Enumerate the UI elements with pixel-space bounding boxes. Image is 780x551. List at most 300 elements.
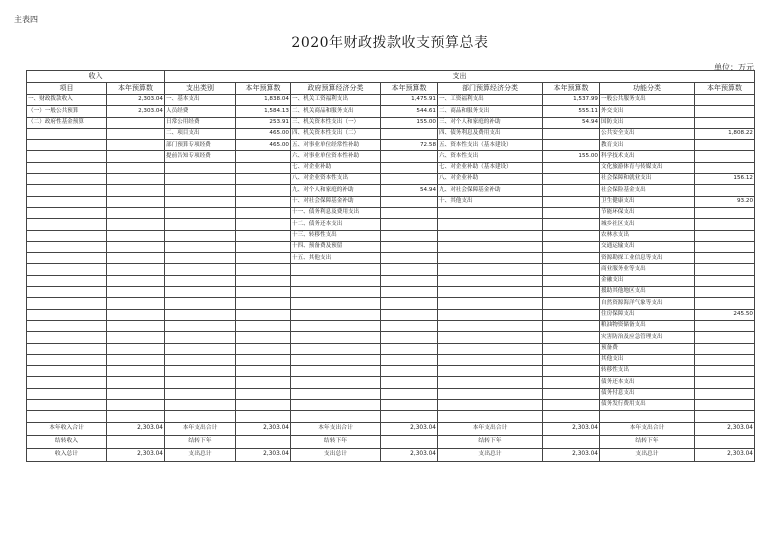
amount-cell <box>695 253 755 264</box>
column-header: 政府预算经济分类 <box>291 83 381 95</box>
amount-cell <box>107 366 165 377</box>
item-cell <box>600 411 695 422</box>
amount-cell <box>543 185 600 196</box>
item-cell <box>27 207 107 218</box>
item-cell: 提前告知专项经费 <box>165 151 236 162</box>
item-cell <box>27 332 107 343</box>
amount-cell <box>107 230 165 241</box>
table-row <box>27 117 755 128</box>
item-cell <box>291 332 381 343</box>
column-header: 功能分类 <box>600 83 695 95</box>
amount-cell: 1,838.04 <box>236 95 291 106</box>
item-cell: 十二、债务还本支出 <box>291 219 381 230</box>
amount-cell: 2,303.04 <box>381 422 438 435</box>
amount-cell <box>381 128 438 139</box>
item-cell <box>27 219 107 230</box>
item-cell <box>165 354 236 365</box>
table-row <box>27 196 755 207</box>
item-cell: 自然资源海洋气象等支出 <box>600 298 695 309</box>
amount-cell <box>381 332 438 343</box>
amount-cell: 54.94 <box>381 185 438 196</box>
amount-cell <box>695 230 755 241</box>
amount-cell <box>381 400 438 411</box>
amount-cell: 2,303.04 <box>543 422 600 435</box>
column-header: 本年预算数 <box>695 83 755 95</box>
item-cell <box>27 185 107 196</box>
amount-cell <box>543 162 600 173</box>
amount-cell <box>695 151 755 162</box>
item-cell <box>27 366 107 377</box>
amount-cell <box>236 241 291 252</box>
amount-cell: 2,303.04 <box>107 106 165 117</box>
item-cell: 预备费 <box>600 343 695 354</box>
item-cell: 三、机关资本性支出（一） <box>291 117 381 128</box>
item-cell <box>438 219 543 230</box>
table-row <box>27 287 755 298</box>
table-row <box>27 185 755 196</box>
item-cell: 一、财政拨款收入 <box>27 95 107 106</box>
amount-cell <box>695 298 755 309</box>
amount-cell: 555.11 <box>543 106 600 117</box>
item-cell <box>438 275 543 286</box>
amount-cell <box>695 400 755 411</box>
amount-cell <box>543 332 600 343</box>
amount-cell: 156.12 <box>695 174 755 185</box>
amount-cell <box>543 377 600 388</box>
amount-cell <box>695 435 755 448</box>
amount-cell <box>543 230 600 241</box>
table-row <box>27 332 755 343</box>
item-cell: 八、对企业补助 <box>438 174 543 185</box>
item-cell <box>165 185 236 196</box>
amount-cell <box>107 298 165 309</box>
amount-cell <box>543 241 600 252</box>
item-cell: 转移性支出 <box>600 366 695 377</box>
table-row <box>27 411 755 422</box>
amount-cell <box>107 287 165 298</box>
amount-cell <box>107 219 165 230</box>
amount-cell: 155.00 <box>381 117 438 128</box>
item-cell: 六、对事业单位资本性补助 <box>291 151 381 162</box>
item-cell <box>165 343 236 354</box>
amount-cell <box>695 287 755 298</box>
item-cell: 十四、预备费及预留 <box>291 241 381 252</box>
item-cell <box>27 162 107 173</box>
amount-cell <box>543 366 600 377</box>
header-group-row <box>27 71 755 83</box>
amount-cell <box>107 377 165 388</box>
item-cell: 粮油物资储备支出 <box>600 320 695 331</box>
item-cell: 商业服务业等支出 <box>600 264 695 275</box>
amount-cell <box>236 377 291 388</box>
item-cell <box>438 320 543 331</box>
amount-cell <box>107 174 165 185</box>
item-cell <box>27 388 107 399</box>
amount-cell <box>381 264 438 275</box>
item-cell <box>27 140 107 151</box>
column-header: 项目 <box>27 83 107 95</box>
amount-cell: 465.00 <box>236 128 291 139</box>
amount-cell <box>107 128 165 139</box>
item-cell: 本年收入合计 <box>27 422 107 435</box>
amount-cell <box>695 95 755 106</box>
table-row <box>27 162 755 173</box>
item-cell: 社会保险基金支出 <box>600 185 695 196</box>
item-cell <box>27 400 107 411</box>
item-cell: 本年支出合计 <box>165 422 236 435</box>
amount-cell <box>543 298 600 309</box>
amount-cell <box>381 241 438 252</box>
item-cell <box>165 309 236 320</box>
item-cell <box>165 230 236 241</box>
item-cell: 收入总计 <box>27 448 107 461</box>
column-header: 本年预算数 <box>381 83 438 95</box>
item-cell: 十一、债务利息及费用支出 <box>291 207 381 218</box>
item-cell <box>27 354 107 365</box>
amount-cell <box>381 207 438 218</box>
item-cell <box>165 174 236 185</box>
amount-cell <box>695 185 755 196</box>
amount-cell <box>695 411 755 422</box>
amount-cell <box>381 219 438 230</box>
amount-cell: 2,303.04 <box>236 448 291 461</box>
amount-cell <box>381 377 438 388</box>
amount-cell <box>543 287 600 298</box>
amount-cell: 2,303.04 <box>381 448 438 461</box>
amount-cell <box>381 162 438 173</box>
amount-cell <box>381 343 438 354</box>
item-cell <box>27 320 107 331</box>
item-cell: 社会保障和就业支出 <box>600 174 695 185</box>
amount-cell <box>236 320 291 331</box>
item-cell: 节能环保支出 <box>600 207 695 218</box>
item-cell <box>291 377 381 388</box>
expense-header: 支出 <box>165 71 755 83</box>
amount-cell <box>543 219 600 230</box>
item-cell: 部门预算专项经费 <box>165 140 236 151</box>
item-cell: 本年支出合计 <box>291 422 381 435</box>
amount-cell <box>107 196 165 207</box>
item-cell <box>438 298 543 309</box>
item-cell <box>27 241 107 252</box>
item-cell: 结转下年 <box>165 435 236 448</box>
amount-cell <box>695 241 755 252</box>
amount-cell: 54.94 <box>543 117 600 128</box>
unit-label: 单位：万元 <box>714 63 754 72</box>
amount-cell <box>381 388 438 399</box>
item-cell: 支出总计 <box>165 448 236 461</box>
item-cell: 金融支出 <box>600 275 695 286</box>
item-cell: 九、对个人和家庭的补助 <box>291 185 381 196</box>
amount-cell <box>107 411 165 422</box>
item-cell <box>165 264 236 275</box>
amount-cell <box>236 275 291 286</box>
item-cell <box>438 241 543 252</box>
amount-cell <box>236 298 291 309</box>
item-cell: 一般公共服务支出 <box>600 95 695 106</box>
amount-cell <box>107 343 165 354</box>
amount-cell <box>236 162 291 173</box>
amount-cell: 1,584.13 <box>236 106 291 117</box>
amount-cell <box>695 162 755 173</box>
amount-cell <box>236 185 291 196</box>
item-cell <box>165 388 236 399</box>
table-row <box>27 400 755 411</box>
column-header: 本年预算数 <box>107 83 165 95</box>
amount-cell <box>107 309 165 320</box>
amount-cell <box>107 207 165 218</box>
table-row <box>27 253 755 264</box>
item-cell <box>27 230 107 241</box>
amount-cell <box>381 366 438 377</box>
item-cell: 九、对社会保障基金补助 <box>438 185 543 196</box>
item-cell: 六、资本性支出 <box>438 151 543 162</box>
amount-cell: 1,808.22 <box>695 128 755 139</box>
amount-cell <box>381 196 438 207</box>
item-cell: 卫生健康支出 <box>600 196 695 207</box>
item-cell <box>165 366 236 377</box>
amount-cell <box>695 117 755 128</box>
amount-cell <box>695 332 755 343</box>
item-cell <box>27 343 107 354</box>
item-cell <box>27 287 107 298</box>
table-row <box>27 388 755 399</box>
amount-cell <box>543 435 600 448</box>
item-cell <box>165 207 236 218</box>
amount-cell <box>543 196 600 207</box>
column-header: 本年预算数 <box>236 83 291 95</box>
item-cell: 公共安全支出 <box>600 128 695 139</box>
item-cell <box>27 309 107 320</box>
amount-cell: 253.91 <box>236 117 291 128</box>
item-cell: 其他支出 <box>600 354 695 365</box>
amount-cell <box>107 162 165 173</box>
item-cell: 一、工资福利支出 <box>438 95 543 106</box>
item-cell <box>27 196 107 207</box>
table-row <box>27 377 755 388</box>
item-cell <box>27 264 107 275</box>
amount-cell <box>236 435 291 448</box>
amount-cell <box>543 343 600 354</box>
column-header: 支出类别 <box>165 83 236 95</box>
amount-cell <box>381 320 438 331</box>
amount-cell <box>236 287 291 298</box>
amount-cell <box>695 366 755 377</box>
item-cell <box>27 174 107 185</box>
item-cell: 日常公用经费 <box>165 117 236 128</box>
item-cell <box>165 411 236 422</box>
column-header-row <box>27 83 755 95</box>
amount-cell <box>236 207 291 218</box>
amount-cell <box>236 388 291 399</box>
item-cell: 十五、其他支出 <box>291 253 381 264</box>
item-cell <box>165 332 236 343</box>
total-row <box>27 435 755 448</box>
amount-cell: 2,303.04 <box>107 448 165 461</box>
item-cell: 外交支出 <box>600 106 695 117</box>
table-row <box>27 95 755 106</box>
item-cell: 十三、转移性支出 <box>291 230 381 241</box>
amount-cell: 2,303.04 <box>107 95 165 106</box>
item-cell: （二）政府性基金预算 <box>27 117 107 128</box>
item-cell: 二、项目支出 <box>165 128 236 139</box>
amount-cell <box>695 140 755 151</box>
amount-cell <box>107 435 165 448</box>
amount-cell <box>381 435 438 448</box>
item-cell: 灾害防治及应急管理支出 <box>600 332 695 343</box>
item-cell: 二、机关商品和服务支出 <box>291 106 381 117</box>
item-cell: 七、对企业补助 <box>291 162 381 173</box>
item-cell: 十、其他支出 <box>438 196 543 207</box>
amount-cell <box>236 309 291 320</box>
item-cell <box>165 219 236 230</box>
amount-cell <box>107 185 165 196</box>
item-cell: 农林水支出 <box>600 230 695 241</box>
amount-cell <box>107 388 165 399</box>
item-cell <box>438 230 543 241</box>
item-cell <box>438 411 543 422</box>
item-cell <box>438 388 543 399</box>
amount-cell <box>695 388 755 399</box>
amount-cell <box>543 354 600 365</box>
item-cell <box>291 411 381 422</box>
item-cell <box>27 298 107 309</box>
item-cell <box>27 151 107 162</box>
item-cell: 结转收入 <box>27 435 107 448</box>
amount-cell <box>236 174 291 185</box>
item-cell <box>438 366 543 377</box>
amount-cell <box>236 343 291 354</box>
item-cell: 文化旅游体育与传媒支出 <box>600 162 695 173</box>
item-cell <box>165 287 236 298</box>
amount-cell <box>236 196 291 207</box>
item-cell: 城乡社区支出 <box>600 219 695 230</box>
amount-cell <box>236 219 291 230</box>
item-cell: 四、机关资本性支出（二） <box>291 128 381 139</box>
item-cell <box>291 309 381 320</box>
amount-cell: 544.61 <box>381 106 438 117</box>
table-row <box>27 174 755 185</box>
amount-cell: 93.20 <box>695 196 755 207</box>
amount-cell <box>236 366 291 377</box>
item-cell: 结转下年 <box>291 435 381 448</box>
amount-cell <box>695 207 755 218</box>
table-row <box>27 320 755 331</box>
table-row <box>27 343 755 354</box>
item-cell <box>291 343 381 354</box>
item-cell: 三、对个人和家庭的补助 <box>438 117 543 128</box>
table-row <box>27 128 755 139</box>
item-cell: 结转下年 <box>600 435 695 448</box>
amount-cell <box>381 298 438 309</box>
amount-cell <box>381 309 438 320</box>
amount-cell <box>236 151 291 162</box>
amount-cell <box>107 400 165 411</box>
amount-cell <box>236 411 291 422</box>
amount-cell <box>543 253 600 264</box>
amount-cell <box>695 354 755 365</box>
total-row <box>27 448 755 461</box>
amount-cell <box>107 151 165 162</box>
amount-cell <box>543 140 600 151</box>
item-cell <box>291 388 381 399</box>
column-header: 本年预算数 <box>543 83 600 95</box>
table-row <box>27 275 755 286</box>
amount-cell: 465.00 <box>236 140 291 151</box>
item-cell <box>291 354 381 365</box>
item-cell <box>438 377 543 388</box>
item-cell <box>27 128 107 139</box>
item-cell <box>291 320 381 331</box>
amount-cell <box>695 106 755 117</box>
page-title: 2020年财政拨款收支预算总表 <box>291 35 489 51</box>
item-cell <box>27 253 107 264</box>
amount-cell <box>381 275 438 286</box>
amount-cell <box>543 320 600 331</box>
amount-cell <box>543 264 600 275</box>
item-cell: 资源勘探工业信息等支出 <box>600 253 695 264</box>
sheet-number: 主表四 <box>14 15 38 24</box>
item-cell <box>165 253 236 264</box>
amount-cell <box>543 309 600 320</box>
item-cell: 一、机关工资福利支出 <box>291 95 381 106</box>
amount-cell <box>381 253 438 264</box>
item-cell <box>27 377 107 388</box>
item-cell: （一）一般公共预算 <box>27 106 107 117</box>
amount-cell <box>236 332 291 343</box>
item-cell <box>27 275 107 286</box>
item-cell: 二、商品和服务支出 <box>438 106 543 117</box>
item-cell <box>438 400 543 411</box>
amount-cell <box>107 275 165 286</box>
item-cell: 五、对事业单位经常性补助 <box>291 140 381 151</box>
item-cell <box>438 309 543 320</box>
amount-cell <box>543 128 600 139</box>
table-row <box>27 230 755 241</box>
item-cell: 住房保障支出 <box>600 309 695 320</box>
item-cell: 支出总计 <box>600 448 695 461</box>
amount-cell: 245.50 <box>695 309 755 320</box>
item-cell: 债务发行费用支出 <box>600 400 695 411</box>
table-row <box>27 106 755 117</box>
amount-cell <box>695 377 755 388</box>
item-cell: 债务付息支出 <box>600 388 695 399</box>
amount-cell <box>107 264 165 275</box>
amount-cell: 2,303.04 <box>695 448 755 461</box>
item-cell <box>438 354 543 365</box>
amount-cell <box>381 287 438 298</box>
item-cell <box>438 287 543 298</box>
item-cell: 教育支出 <box>600 140 695 151</box>
item-cell <box>291 298 381 309</box>
amount-cell <box>236 230 291 241</box>
amount-cell: 2,303.04 <box>695 422 755 435</box>
amount-cell: 72.58 <box>381 140 438 151</box>
amount-cell <box>543 174 600 185</box>
item-cell <box>165 275 236 286</box>
item-cell <box>291 264 381 275</box>
amount-cell: 1,475.91 <box>381 95 438 106</box>
item-cell <box>291 275 381 286</box>
item-cell: 八、对企业资本性支出 <box>291 174 381 185</box>
amount-cell: 2,303.04 <box>107 422 165 435</box>
amount-cell: 1,537.99 <box>543 95 600 106</box>
item-cell <box>438 207 543 218</box>
item-cell: 支出总计 <box>291 448 381 461</box>
item-cell <box>438 264 543 275</box>
amount-cell <box>695 264 755 275</box>
table-row <box>27 309 755 320</box>
